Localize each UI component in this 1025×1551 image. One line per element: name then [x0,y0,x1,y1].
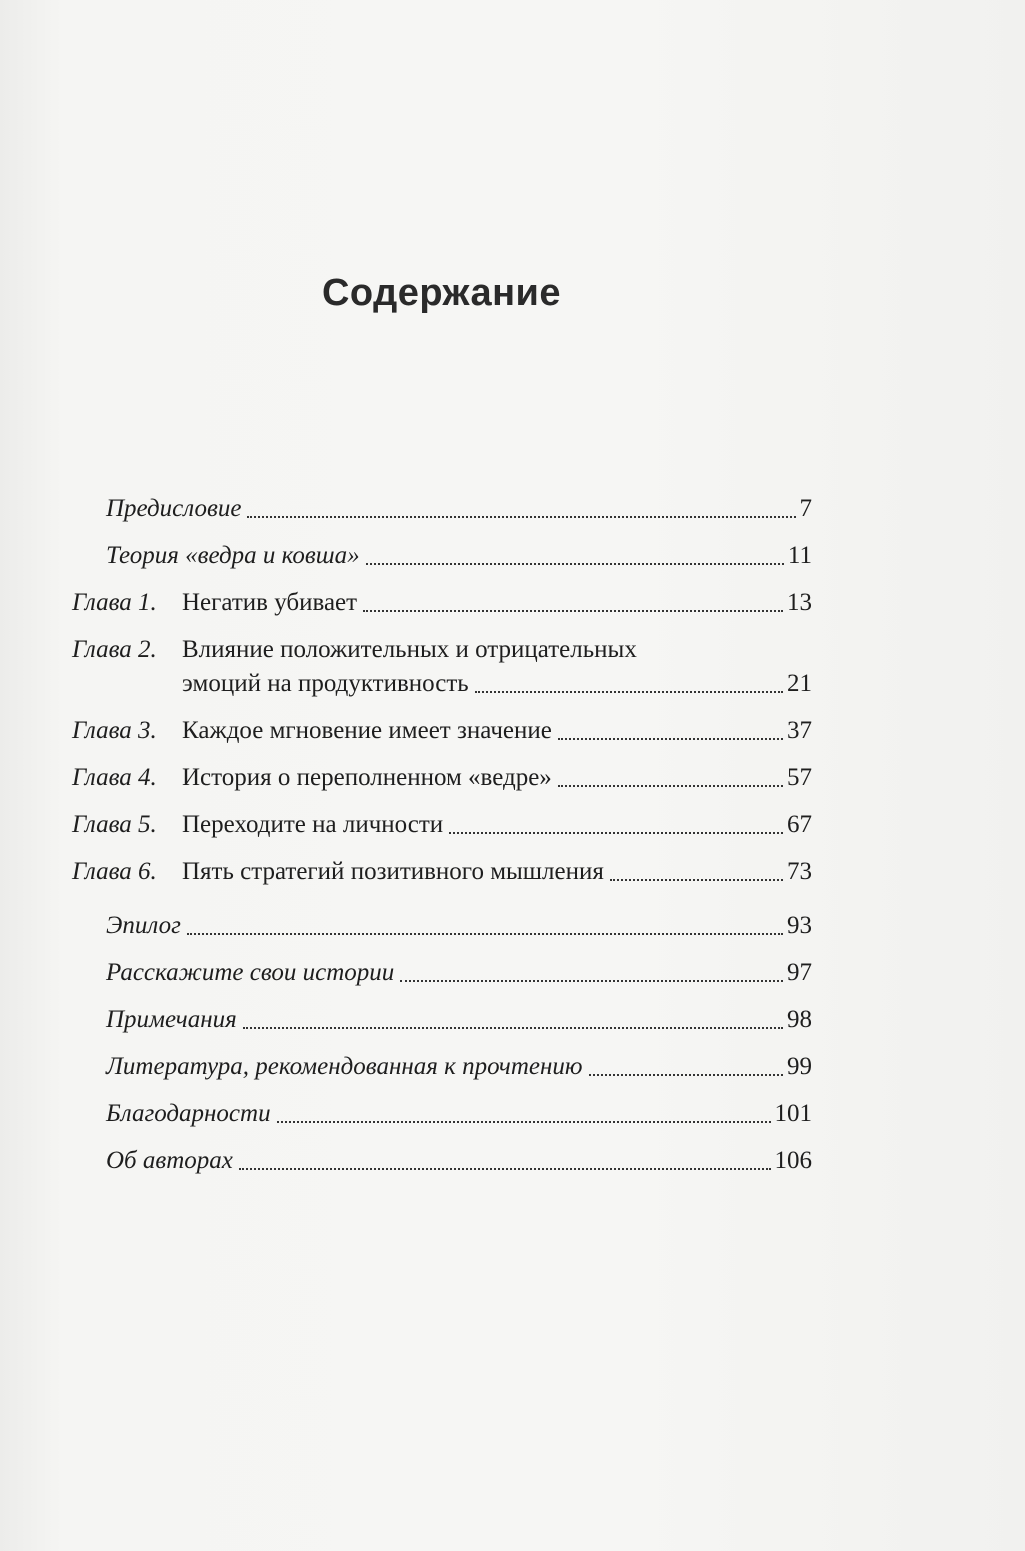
toc-entry-chapter-6 [72,855,812,889]
toc-entry-chapter-5 [72,808,812,842]
toc-entry-page: 67 [787,811,812,838]
toc-entry-acknowledgements [72,1097,812,1131]
toc-entry-theory [72,539,812,573]
toc-entry-page: 73 [787,858,812,885]
dot-leader [277,1121,771,1123]
toc-entry-page: 101 [774,1100,812,1127]
toc-entry-title-line-1: Влияние положительных и отрицательных [182,636,637,663]
toc-entry-title: Предисловие [106,495,242,522]
toc-entry-label: Глава 3. [72,717,157,744]
dot-leader [247,516,795,518]
dot-leader [610,879,783,881]
dot-leader [589,1074,783,1076]
toc-entry-title: Каждое мгновение имеет значение [182,717,552,744]
toc-entry-stories [72,956,812,990]
dot-leader [187,933,783,935]
toc-entry-title: Об авторах [106,1147,233,1174]
toc-entry-label: Глава 4. [72,764,157,791]
toc-entry-notes [72,1003,812,1037]
toc-entry-page: 57 [787,764,812,791]
toc-entry-title: История о переполненном «ведре» [182,764,552,791]
dot-leader [239,1168,771,1170]
toc-entry-title: Расскажите свои истории [106,959,395,986]
dot-leader [366,563,784,565]
toc-entry-label: Глава 2. [72,636,157,663]
toc-entry-label: Глава 1. [72,589,157,616]
table-of-contents [72,492,812,1191]
toc-entry-literature [72,1050,812,1084]
toc-entry-page: 106 [774,1147,812,1174]
dot-leader [400,980,783,982]
dot-leader [558,785,783,787]
toc-entry-page: 97 [787,959,812,986]
toc-entry-title: Литература, рекомендованная к прочтению [106,1053,583,1080]
dot-leader [449,832,783,834]
toc-entry-label: Глава 5. [72,811,157,838]
toc-entry-page: 7 [799,495,812,522]
toc-entry-chapter-1 [72,586,812,620]
toc-entry-title: Пять стратегий позитивного мышления [182,858,604,885]
toc-entry-about-authors [72,1144,812,1178]
toc-entry-page: 21 [787,670,812,697]
toc-entry-page: 37 [787,717,812,744]
toc-entry-title: Теория «ведра и ковша» [106,542,360,569]
toc-entry-title: Негатив убивает [182,589,358,616]
toc-entry-page: 13 [787,589,812,616]
toc-entry-page: 93 [787,912,812,939]
toc-entry-title: Благодарности [106,1100,271,1127]
toc-entry-preface [72,492,812,526]
toc-entry-epilogue [72,909,812,943]
toc-entry-title: Переходите на личности [182,811,444,838]
page-title: Содержание [321,272,562,314]
toc-entry-title: Эпилог [106,912,181,939]
toc-entry-page: 11 [787,542,812,569]
toc-entry-label: Глава 6. [72,858,157,885]
dot-leader [243,1027,783,1029]
toc-entry-chapter-3 [72,714,812,748]
toc-entry-title-line-2: эмоций на продуктивность [182,670,469,697]
dot-leader [475,691,783,693]
toc-entry-title: Примечания [106,1006,237,1033]
dot-leader [558,738,783,740]
toc-entry-chapter-2 [72,633,812,701]
toc-entry-page: 99 [787,1053,812,1080]
toc-entry-chapter-4 [72,761,812,795]
dot-leader [363,610,783,612]
toc-entry-page: 98 [787,1006,812,1033]
